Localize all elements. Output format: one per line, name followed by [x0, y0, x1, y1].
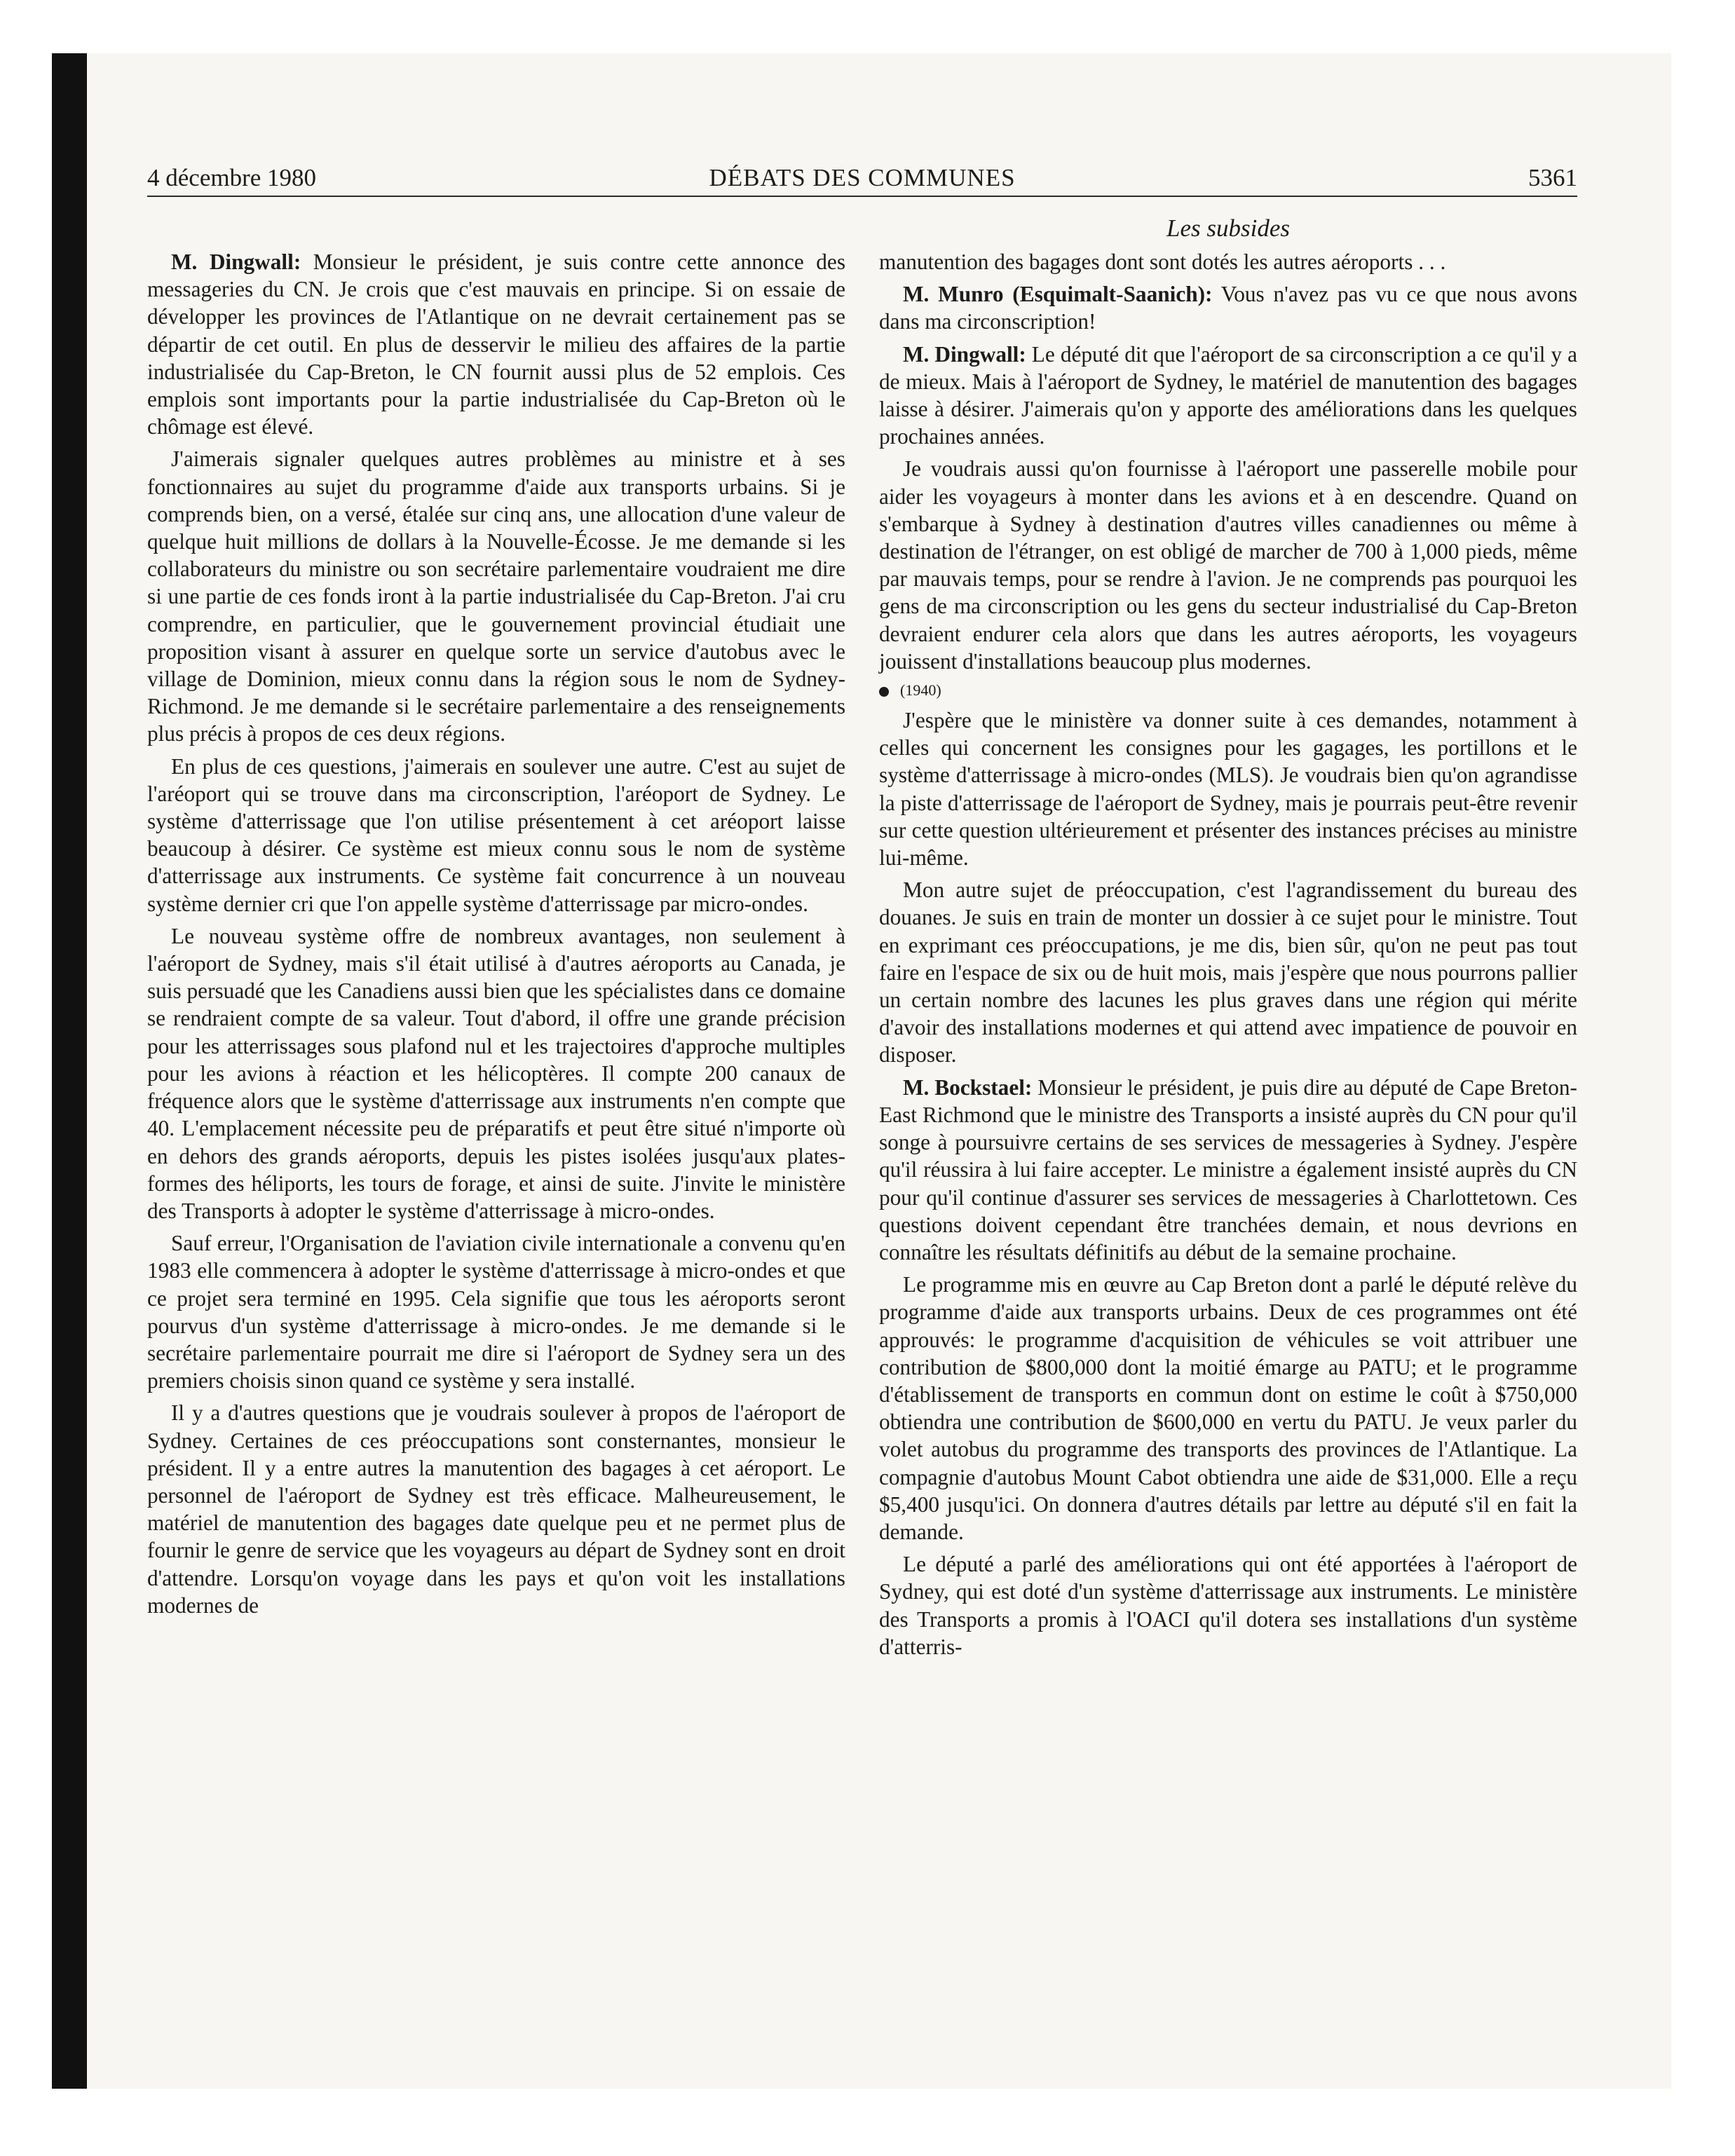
paragraph — [879, 1074, 1577, 1266]
paragraph — [879, 455, 1577, 675]
left-column — [147, 248, 845, 1624]
paragraph — [147, 248, 845, 440]
paragraph — [879, 876, 1577, 1068]
paragraph — [879, 1271, 1577, 1546]
paragraph-text: J'aimerais signaler quelques autres problèmes au ministre et à ses fonctionnaires au sujet du programme d'aide aux transports urbains. Si je comprends bien, on a versé, étalée sur cinq ans, une allocation d'une valeur de quelque huit millions de dollars à la Nouvelle-Écosse. Je me demande si les collaborateurs du ministre ou son secrétaire parlementaire voudraient me dire si une partie de ces fonds iront à la partie industrialisée du Cap-Breton. J'ai cru comprendre, en particulier, que le gouvernement provincial étudiait une proposition visant à assurer en quelque sorte un service d'autobus avec le village de Dominion, mieux connu dans la région sous le nom de Sydney-Richmond. Je me demande si le secrétaire parlementaire a des renseignements plus précis à propos de ces deux régions. — [147, 446, 845, 746]
paragraph-text: Le nouveau système offre de nombreux avantages, non seulement à l'aéroport de Sydney, mais s'il était utilisé à d'autres aéroports au Canada, je suis persuadé que les Canadiens aussi bien que les spécialistes dans ce domaine se rendraient compte de sa valeur. Tout d'abord, il offre une grande précision pour les atterrissages sous plafond nul et les trajectoires d'approche multiples pour les avions à réaction et les hélicoptères. Il compte 200 canaux de fréquence alors que le système d'atterrissage aux instruments n'en compte que 40. L'emplacement nécessite peu de préparatifs et peut être situé n'importe où en dehors des grands aéroports, depuis les pistes isolées jusqu'aux plates-formes des héliports, les tours de forage, et ainsi de suite. J'invite le ministère des Transports à adopter le système d'atterrissage à micro-ondes. — [147, 923, 846, 1223]
paragraph — [879, 280, 1577, 335]
paragraph-text: Le député dit que l'aéroport de sa circonscription a ce qu'il y a de mieux. Mais à l'aéroport de Sydney, le matériel de manutention des bagages laisse à désirer. J'aimerais qu'on y apporte des améliorations dans les quelques prochaines années. — [879, 341, 1578, 449]
speaker-name: M. Bockstael: — [903, 1074, 1033, 1100]
header-page-number: 5361 — [1528, 164, 1577, 191]
paragraph-text: Le programme mis en œuvre au Cap Breton dont a parlé le député relève du programme d'aide aux transports urbains. Deux de ces programmes ont été approuvés: le programme d'acquisition de véhicules se voit attribuer une contribution de $800,000 dont la moitié émarge au PATU; et le programme d'établissement de transports en commun dont on estime le coût à $750,000 obtiendra une contribution de $600,000 en vertu du PATU. Je veux parler du volet autobus du programme des transports des provinces de l'Atlantique. La compagnie d'autobus Mount Cabot obtiendra une aide de $31,000. Elle a reçu $5,400 jusqu'ici. On donnera d'autres détails par lettre au député s'il en fait la demande. — [879, 1272, 1577, 1544]
paragraph — [147, 1229, 845, 1394]
header-title: DÉBATS DES COMMUNES — [709, 164, 1016, 191]
paragraph-text: J'espère que le ministère va donner suite à ces demandes, notamment à celles qui concernent les consignes pour les gagages, les portillons et le système d'atterrissage à micro-ondes (MLS). Je voudrais bien qu'on agrandisse la piste d'atterrissage de l'aéroport de Sydney, mais je pourrais peut-être revenir sur cette question ultérieurement et présenter des instances précises au ministre lui-même. — [879, 708, 1577, 871]
time-marker-text: (1940) — [900, 681, 941, 700]
paragraph-text: Sauf erreur, l'Organisation de l'aviation civile internationale a convenu qu'en 1983 elle commencera à adopter le système d'atterrissage à micro-ondes et que ce projet sera terminé en 1995. Cela signifie que tous les aéroports seront pourvus d'un système d'atterrissage à micro-ondes. Je me demande si le secrétaire parlementaire pourrait me dire si l'aéroport de Sydney sera un des premiers choisis sinon quand ce système y sera installé. — [147, 1231, 845, 1393]
time-marker — [879, 680, 1577, 701]
right-column — [879, 248, 1577, 1665]
paragraph — [879, 341, 1577, 451]
paragraph-text: Monsieur le président, je puis dire au député de Cape Breton-East Richmond que le ministre des Transports a insisté auprès du CN pour qu'il songe à poursuivre certains de ses services de messageries à Sydney. J'espère qu'il réussira à lui faire accepter. Le ministre a également insisté auprès du CN pour qu'il continue d'assurer ses services de messageries à Charlottetown. Ces questions doivent cependant être tranchées demain, et nous devrions en connaître les résultats définitifs au début de la semaine prochaine. — [879, 1074, 1577, 1264]
speaker-name: M. Dingwall: — [903, 341, 1026, 367]
speaker-name: M. Dingwall: — [171, 250, 301, 274]
paragraph-continued — [879, 248, 1577, 275]
paragraph-text: Mon autre sujet de préoccupation, c'est l'agrandissement du bureau des douanes. Je suis en train de monter un dossier à ce sujet pour le ministre. Tout en exprimant ces préoccupations, je me dis, bien sûr, qu'on ne peut pas tout faire en l'espace de six ou de huit mois, mais j'espère que nous pourrons pallier un certain nombre des lacunes les plus graves dans une région qui mérite d'avoir des installations modernes et qui attend avec impatience de pouvoir en disposer. — [879, 878, 1577, 1067]
paragraph — [879, 1550, 1577, 1660]
running-head: Les subsides — [1166, 214, 1290, 242]
paragraph — [879, 707, 1577, 871]
paragraph-text: Il y a d'autres questions que je voudrais soulever à propos de l'aéroport de Sydney. Certaines de ces préoccupations sont consternantes, monsieur le président. Il y a entre autres la manutention des bagages à cet aéroport. Le personnel de l'aéroport de Sydney est très efficace. Malheureusement, le matériel de manutention des bagages date quelque peu et ne permet plus de fournir le genre de service que les voyageurs au départ de Sydney sont en droit d'attendre. Lorsqu'on voyage dans les pays et qu'on voit les installations modernes de — [147, 1400, 845, 1618]
paragraph — [147, 922, 845, 1224]
paragraph-text: Vous n'avez pas vu ce que nous avons dans ma circonscription! — [879, 282, 1578, 334]
header-date: 4 décembre 1980 — [147, 164, 317, 191]
bullet-icon — [879, 687, 889, 697]
paragraph-text: manutention des bagages dont sont dotés les autres aéroports . . . — [879, 250, 1446, 274]
paragraph-text: Je voudrais aussi qu'on fournisse à l'aéroport une passerelle mobile pour aider les voyageurs à monter dans les avions et à en descendre. Quand on s'embarque à Sydney à destination d'autres villes canadiennes ou même à destination de l'étranger, on est obligé de marcher de 700 à 1,000 pieds, même par mauvais temps, pour se rendre à l'avion. Je ne comprends pas pourquoi les gens de ma circonscription ou les gens du secteur industrialisé du Cap-Breton devraient endurer cela alors que dans les autres aéroports, les voyageurs jouissent d'installations beaucoup plus modernes. — [879, 456, 1577, 674]
page-header — [147, 163, 1577, 193]
paragraph-text: Le député a parlé des améliorations qui ont été apportées à l'aéroport de Sydney, qui est doté d'un système d'atterrissage aux instruments. Le ministère des Transports a promis à l'OACI qu'il dotera ses installations d'un système d'atterris- — [879, 1552, 1577, 1659]
header-rule — [147, 196, 1577, 197]
paragraph — [147, 445, 845, 747]
paragraph — [147, 753, 845, 917]
paragraph-text: En plus de ces questions, j'aimerais en soulever une autre. C'est au sujet de l'aréoport qui se trouve dans ma circonscription, l'aréoport de Sydney. Le système d'atterrissage que l'on utilise présentement à cet aréoport laisse beaucoup à désirer. Ce système est mieux connu sous le nom de système d'atterrissage aux instruments. Ce système fait concurrence à un nouveau système dernier cri que l'on appelle système d'atterrissage par micro-ondes. — [147, 753, 845, 916]
speaker-name: M. Munro (Esquimalt-Saanich): — [903, 282, 1213, 307]
paragraph — [147, 1399, 845, 1619]
scan-edge-shadow — [52, 53, 87, 2089]
paragraph-text: Monsieur le président, je suis contre cette annonce des messageries du CN. Je crois que c'est mauvais en principe. Si on essaie de développer les provinces de l'Atlantique on ne devrait certainement pas se départir de cet outil. En plus de desservir le milieu des affaires de la partie industrialisée du Cap-Breton, le CN fournit aussi plus de 52 emplois. Ces emplois sont importants pour la partie industrialisée du Cap-Breton où le chômage est élevé. — [147, 250, 846, 439]
